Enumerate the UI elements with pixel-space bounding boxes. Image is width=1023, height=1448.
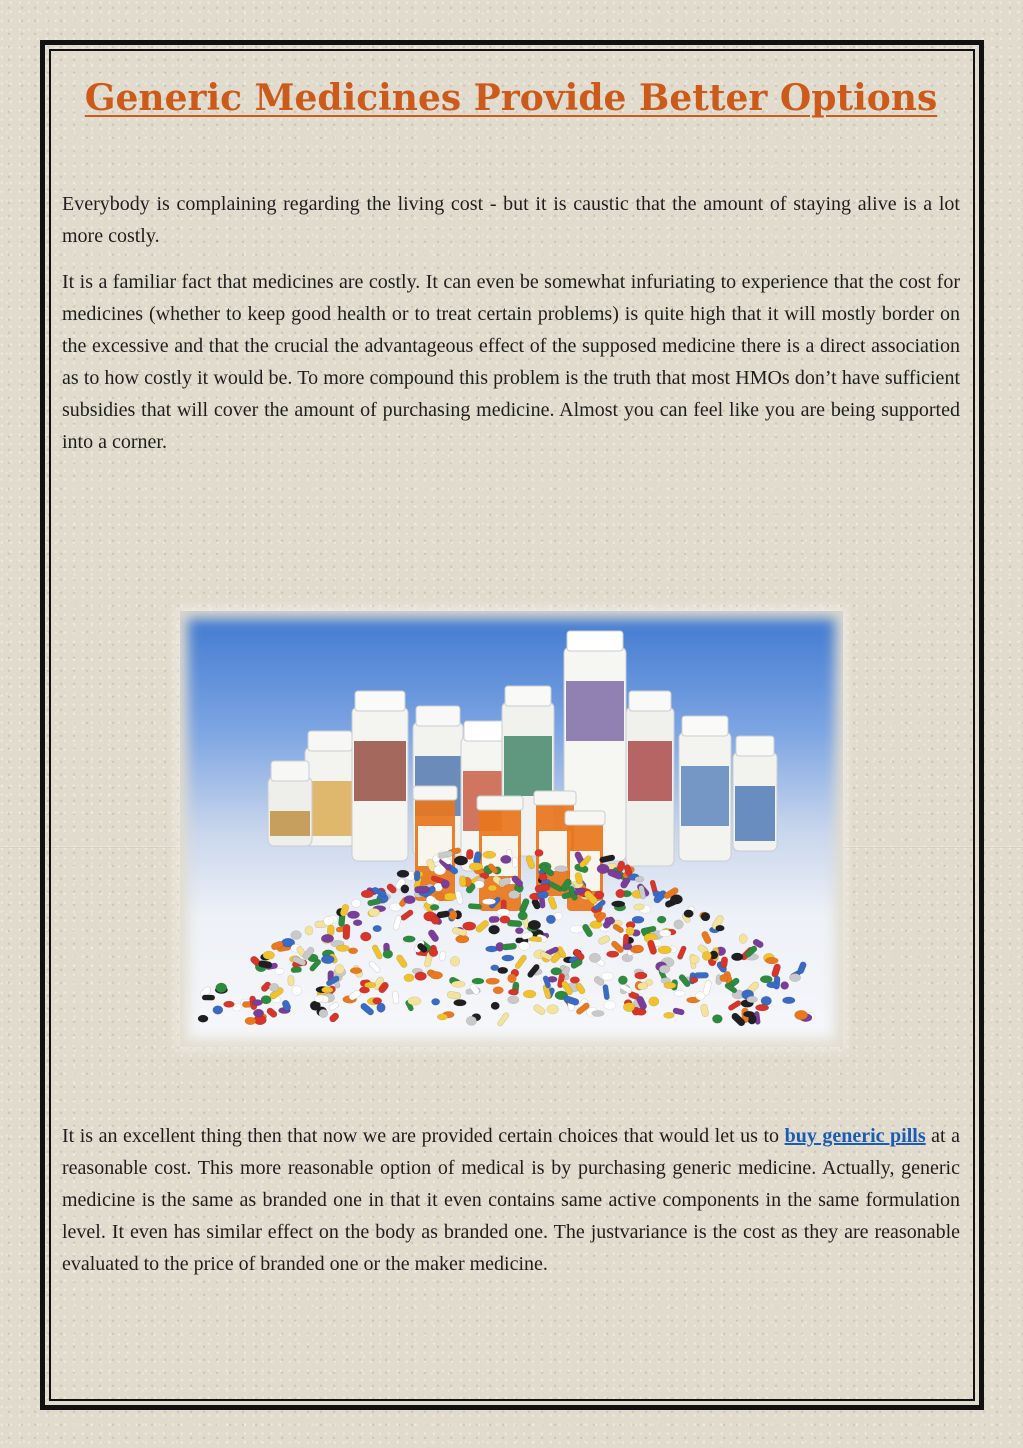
capsule-pill: [525, 855, 536, 870]
tablet-pill: [491, 1002, 500, 1010]
bottle-cap: [736, 736, 774, 756]
tablet-pill: [539, 873, 547, 881]
tablet-pill: [360, 932, 371, 941]
capsule-pill: [414, 886, 429, 893]
capsule-pill: [438, 950, 446, 961]
paragraph-cost: It is a familiar fact that medicines are costly. It can even be somewhat infuriating to experience that the cost for medicines (whether to keep good health or to treat certain problems) is quite high that it will mostly border on the excessive and that the crucial the advantageous effect of the supposed medicine there is a direct association as to how costly it would be. To more compound this problem is the truth that most HMOs don’t have sufficient subsidies that will cover the amount of purchasing medicine. Almost you can feel like you are being supported into a corner.: [62, 271, 960, 453]
capsule-pill: [459, 876, 466, 888]
tablet-pill: [364, 982, 376, 988]
bottle-label: [504, 736, 552, 796]
bottle-cap: [682, 716, 728, 736]
capsule-pill: [532, 1003, 546, 1016]
bottle-cap: [416, 706, 460, 726]
bottle-label: [681, 766, 729, 826]
tablet-pill: [659, 965, 670, 973]
capsule-pill: [447, 991, 462, 1000]
tablet-pill: [674, 920, 684, 929]
bottle-label: [270, 811, 310, 836]
tablet-pill: [720, 974, 728, 981]
tablet-pill: [635, 876, 644, 882]
capsule-pill: [637, 982, 648, 990]
tablet-pill: [431, 916, 439, 924]
tablet-pill: [314, 996, 323, 1003]
capsule-pill: [202, 995, 215, 1000]
tablet-pill: [430, 971, 443, 979]
tablet-pill: [444, 893, 457, 901]
tablet-pill: [451, 981, 465, 988]
paragraph-intro: Everybody is complaining regarding the living cost - but it is caustic that the amount of staying alive is a lot more costly.: [62, 193, 960, 247]
tablet-pill: [601, 972, 613, 980]
capsule-pill: [602, 984, 609, 1000]
bottle-label: [628, 741, 672, 801]
tablet-pill: [795, 1010, 808, 1020]
capsule-pill: [496, 1012, 510, 1028]
tablet-pill: [426, 896, 434, 904]
tablet-pill: [716, 925, 725, 931]
tablet-pill: [684, 910, 694, 918]
tablet-pill: [213, 1006, 223, 1015]
prescription-cap: [534, 791, 576, 805]
bottle-cap: [464, 721, 506, 741]
bottle-cap: [505, 686, 551, 706]
tablet-pill: [508, 989, 518, 995]
tablet-pill: [570, 925, 583, 933]
tablet-pill: [463, 922, 476, 931]
tablet-pill: [319, 1009, 328, 1017]
tablet-pill: [223, 1001, 234, 1007]
bottle-label: [735, 786, 775, 841]
pills-illustration: [180, 611, 843, 1047]
tablet-pill: [491, 965, 499, 971]
tablet-pill: [353, 920, 362, 926]
capsule-pill: [597, 935, 610, 946]
tablet-pill: [335, 964, 344, 974]
capsule-pill: [400, 909, 415, 922]
bottle-cap: [308, 731, 352, 751]
bottle-cap: [355, 691, 405, 711]
tablet-pill: [403, 936, 415, 943]
tablet-pill: [664, 982, 676, 989]
tablet-pill: [322, 987, 334, 993]
bottle-cap: [271, 761, 309, 781]
capsule-pill: [367, 898, 382, 907]
tablet-pill: [321, 955, 334, 964]
tablet-pill: [634, 945, 644, 952]
tablet-pill: [789, 974, 800, 982]
tablet-pill: [690, 955, 700, 964]
tablet-pill: [430, 904, 439, 910]
tablet-pill: [760, 975, 772, 983]
tablet-pill: [765, 957, 778, 964]
tablet-pill: [449, 910, 457, 920]
tablet-pill: [245, 1017, 256, 1025]
tablet-pill: [292, 986, 302, 996]
tablet-pill: [674, 990, 685, 996]
capsule-pill: [395, 954, 408, 969]
tablet-pill: [216, 983, 227, 993]
tablet-pill: [401, 885, 409, 894]
capsule-pill: [475, 919, 490, 934]
tablet-pill: [739, 934, 747, 944]
tablet-pill: [696, 992, 706, 1000]
capsule-pill: [514, 954, 527, 970]
tablet-pill: [383, 950, 393, 959]
tablet-pill: [634, 904, 645, 910]
tablet-pill: [336, 945, 349, 952]
tablet-pill: [616, 889, 625, 898]
tablet-pill: [635, 972, 648, 979]
tablet-pill: [515, 927, 523, 933]
capsule-pill: [266, 1007, 279, 1019]
tablet-pill: [508, 891, 519, 899]
tablet-pill: [324, 916, 334, 925]
tablet-pill: [263, 951, 275, 959]
tablet-pill: [450, 956, 460, 966]
tablet-pill: [408, 997, 421, 1005]
capsule-pill: [512, 857, 518, 867]
document-body: [62, 62, 961, 1275]
tablet-pill: [702, 951, 711, 960]
tablet-pill: [350, 968, 362, 974]
tablet-pill: [502, 955, 514, 961]
tablet-pill: [348, 948, 357, 954]
tablet-pill: [404, 974, 414, 982]
tablet-pill: [305, 926, 313, 935]
capsule-pill: [288, 975, 295, 986]
tablet-pill: [508, 974, 517, 983]
tablet-pill: [623, 1003, 634, 1012]
tablet-pill: [466, 1016, 477, 1025]
tablet-pill: [415, 972, 427, 981]
capsule-pill: [694, 972, 708, 978]
paragraph-generic-text-end: at a reasonable cost. This more reasonable option of medical is by purchasing generic medicine. Actually, generic medicine is the same as branded one in that it even contains same active components in the same formulation level. It even has similar effect on the body as branded one. The justvariance is the cost as they are reasonable evaluated to the price of branded one or the maker medicine.: [62, 1125, 961, 1275]
tablet-pill: [493, 987, 503, 994]
tablet-pill: [454, 999, 467, 1006]
tablet-pill: [570, 977, 580, 984]
bottle-label: [354, 741, 406, 801]
tablet-pill: [712, 1014, 722, 1023]
tablet-pill: [731, 953, 743, 961]
tablet-pill: [437, 1014, 447, 1020]
tablet-pill: [275, 968, 284, 974]
tablet-pill: [782, 997, 795, 1004]
tablet-pill: [508, 996, 519, 1004]
tablet-pill: [546, 915, 555, 924]
tablet-pill: [606, 951, 618, 958]
capsule-pill: [771, 963, 782, 978]
tablet-pill: [781, 982, 789, 990]
tablet-pill: [701, 912, 710, 921]
tablet-pill: [743, 1011, 754, 1017]
capsule-pill: [468, 903, 482, 909]
tablet-pill: [404, 896, 416, 904]
capsule-pill: [414, 871, 420, 882]
capsule-pill: [291, 967, 302, 973]
tablet-pill: [429, 949, 438, 957]
tablet-pill: [604, 1001, 616, 1010]
tablet-pill: [456, 935, 469, 943]
tablet-pill: [657, 916, 666, 923]
capsule-pill: [720, 956, 728, 968]
bottle-label: [566, 681, 624, 741]
tablet-pill: [482, 899, 495, 905]
tablet-pill: [551, 968, 562, 976]
tablet-pill: [352, 899, 361, 907]
capsule-pill: [427, 928, 440, 943]
capsule-pill: [343, 924, 351, 940]
tablet-pill: [523, 990, 536, 998]
capsule-pill: [455, 890, 464, 904]
paragraph-generic-text-start: It is an excellent thing then that now we are provided certain choices that would let us to: [62, 1125, 785, 1147]
capsule-pill: [616, 860, 626, 872]
tablet-pill: [611, 901, 625, 907]
tablet-pill: [497, 909, 510, 916]
tablet-pill: [361, 890, 373, 898]
tablet-pill: [488, 885, 497, 891]
tablet-pill: [489, 925, 500, 934]
tablet-pill: [547, 1005, 559, 1014]
prescription-cap: [565, 811, 605, 825]
tablet-pill: [664, 1012, 675, 1018]
tablet-pill: [291, 931, 302, 940]
tablet-pill: [431, 998, 439, 1005]
tablet-pill: [486, 978, 500, 984]
tablet-pill: [483, 851, 496, 858]
medicine-bottles-image: [180, 611, 843, 1047]
tablet-pill: [658, 946, 671, 954]
prescription-cap: [477, 796, 523, 810]
tablet-pill: [253, 1009, 264, 1017]
tablet-pill: [535, 849, 544, 856]
tablet-pill: [269, 983, 279, 991]
tablet-pill: [528, 920, 541, 930]
tablet-pill: [626, 927, 634, 936]
capsule-pill: [466, 849, 473, 860]
paragraph-generic: [62, 1120, 960, 1280]
capsule-pill: [489, 916, 500, 923]
tablet-pill: [347, 911, 359, 919]
tablet-pill: [649, 997, 659, 1006]
tablet-pill: [519, 942, 530, 951]
tablet-pill: [659, 930, 671, 937]
capsule-pill: [502, 943, 517, 951]
tablet-pill: [472, 978, 484, 984]
buy-generic-pills-link[interactable]: buy generic pills: [784, 1125, 926, 1147]
tablet-pill: [589, 953, 600, 962]
capsule-pill: [392, 991, 399, 1004]
capsule-pill: [701, 930, 713, 945]
bottle-label: [307, 781, 353, 836]
tablet-pill: [373, 925, 382, 932]
capsule-pill: [677, 945, 687, 960]
tablet-pill: [469, 863, 483, 871]
page-title: Generic Medicines Provide Better Options: [84, 77, 938, 119]
tablet-pill: [592, 1010, 605, 1016]
tablet-pill: [755, 1004, 768, 1011]
capsule-pill: [368, 960, 381, 973]
tablet-pill: [454, 856, 468, 865]
capsule-pill: [547, 896, 557, 911]
tablet-pill: [397, 870, 409, 877]
tablet-pill: [518, 911, 528, 920]
bottle-cap: [629, 691, 671, 711]
bottle-cap: [567, 631, 623, 651]
tablet-pill: [373, 998, 382, 1005]
tablet-pill: [500, 855, 511, 863]
capsule-pill: [371, 944, 383, 960]
tablet-pill: [435, 893, 445, 901]
capsule-pill: [328, 1001, 339, 1011]
tablet-pill: [198, 1015, 208, 1022]
tablet-pill: [618, 976, 627, 985]
capsule-pill: [700, 1004, 709, 1018]
capsule-pill: [393, 915, 403, 931]
tablet-pill: [369, 908, 380, 916]
capsule-pill: [727, 1000, 742, 1012]
tablet-pill: [500, 916, 511, 924]
tablet-pill: [624, 943, 632, 950]
tablet-pill: [321, 934, 334, 942]
tablet-pill: [554, 866, 568, 872]
tablet-pill: [252, 999, 263, 1005]
tablet-pill: [441, 880, 449, 889]
capsule-pill: [797, 961, 808, 975]
tablet-pill: [747, 996, 758, 1003]
capsule-pill: [328, 1011, 340, 1023]
prescription-cap: [413, 786, 457, 800]
